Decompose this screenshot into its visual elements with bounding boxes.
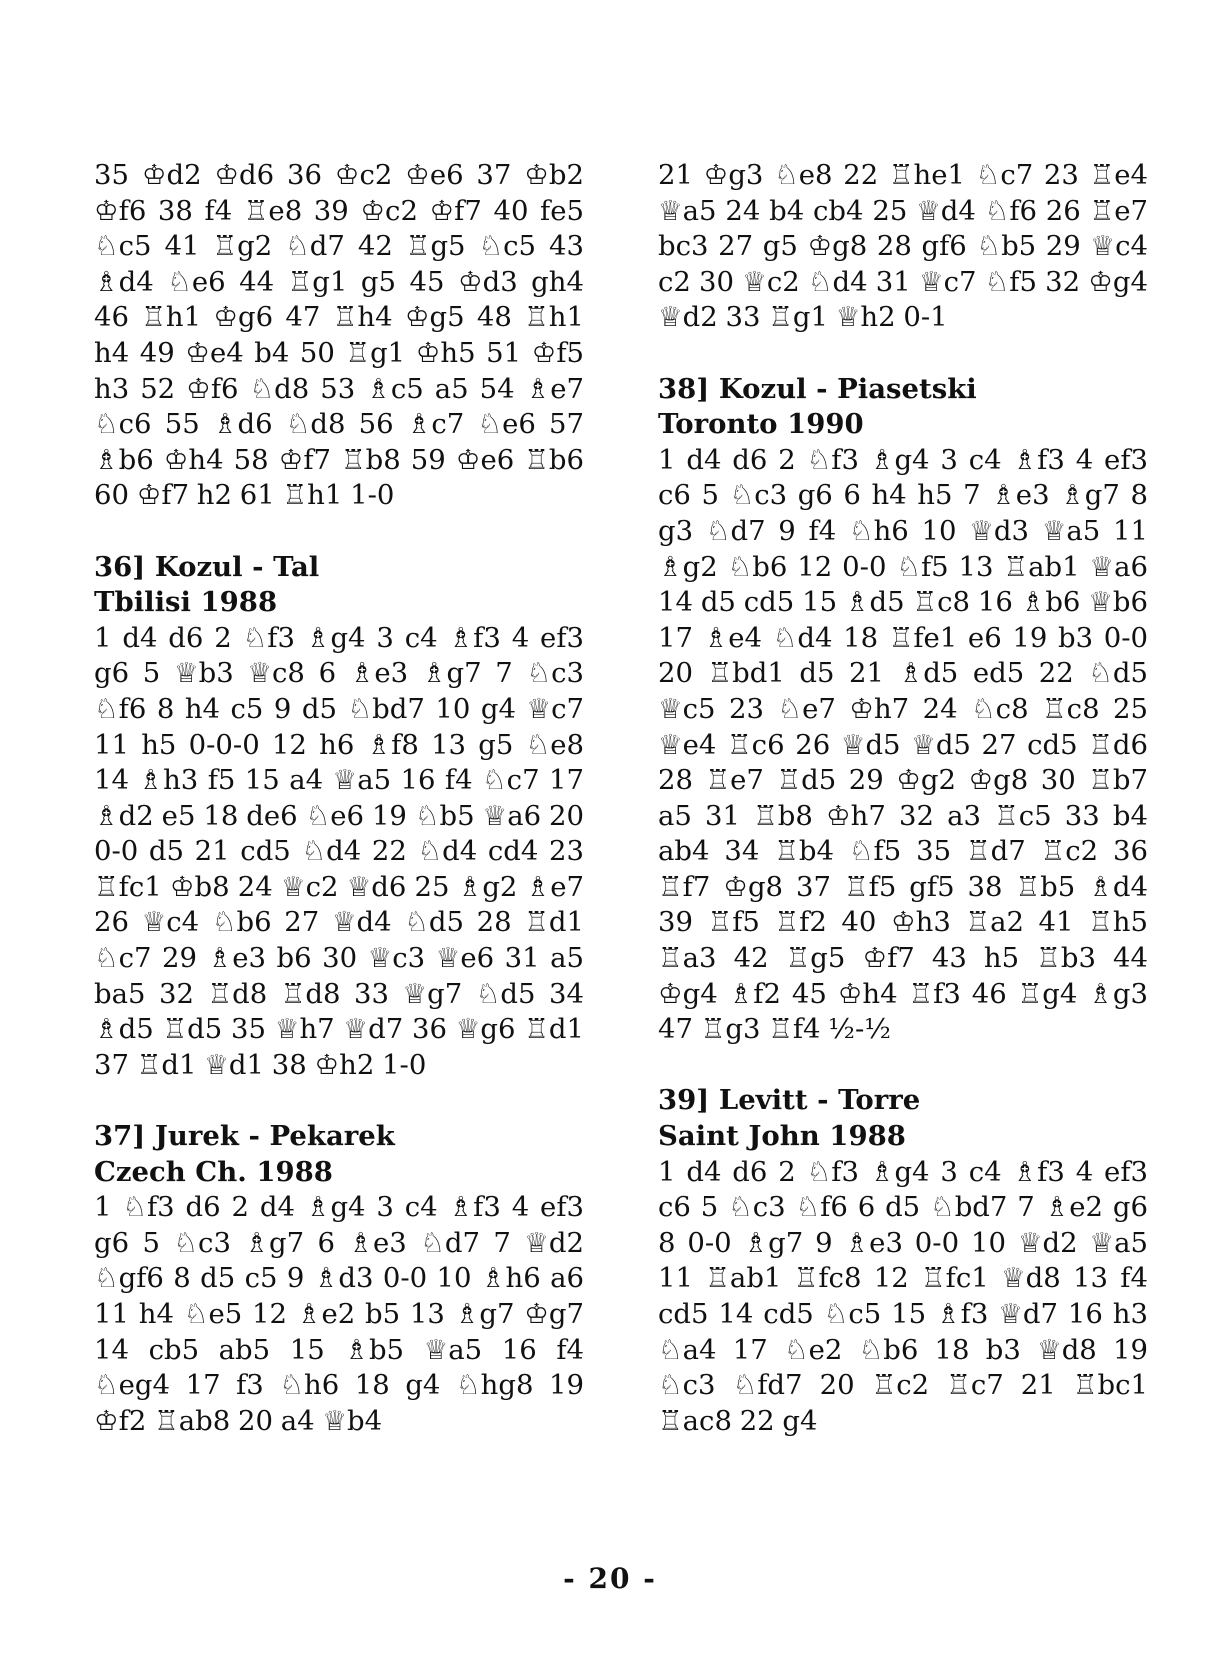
game-38 — [658, 372, 1148, 1048]
game-event: Czech Ch. 1988 — [94, 1155, 333, 1188]
game-players: 38] Kozul - Piasetski — [658, 372, 977, 405]
left-column — [94, 158, 584, 1439]
game-players: 37] Jurek - Pekarek — [94, 1120, 395, 1153]
game-moves: 1 d4 d6 2 ♘f3 ♗g4 3 c4 ♗f3 4 ef3 c6 5 ♘c3 g6 6 h4 h5 7 ♗e3 ♗g7 8 g3 ♘d7 9 f4 ♘h6 10 ♕d3 ♕a5 11 ♗g2 ♘b6 12 0-0 ♘f5 13 ♖ab1 ♕a6 14 d5 cd5 15 ♗d5 ♖c8 16 ♗b6 ♕b6 17 ♗e4 ♘d4 18 ♖fe1 e6 19 b3 0-0 20 ♖bd1 d5 21 ♗d5 ed5 22 ♘d5 ♕c5 23 ♘e7 ♔h7 24 ♘c8 ♖c8 25 ♕e4 ♖c6 26 ♕d5 ♕d5 27 cd5 ♖d6 28 ♖e7 ♖d5 29 ♔g2 ♔g8 30 ♖b7 a5 31 ♖b8 ♔h7 32 a3 ♖c5 33 b4 ab4 34 ♖b4 ♘f5 35 ♖d7 ♖c2 36 ♖f7 ♔g8 37 ♖f5 gf5 38 ♖b5 ♗d4 39 ♖f5 ♖f2 40 ♔h3 ♖a2 41 ♖h5 ♖a3 42 ♖g5 ♔f7 43 h5 ♖b3 44 ♔g4 ♗f2 45 ♔h4 ♖f3 46 ♖g4 ♗g3 47 ♖g3 ♖f4 ½-½ — [658, 443, 1148, 1046]
game-moves: 1 d4 d6 2 ♘f3 ♗g4 3 c4 ♗f3 4 ef3 g6 5 ♕b3 ♕c8 6 ♗e3 ♗g7 7 ♘c3 ♘f6 8 h4 c5 9 d5 ♘bd7 10 g4 ♕c7 11 h5 0-0-0 12 h6 ♗f8 13 g5 ♘e8 14 ♗h3 f5 15 a4 ♕a5 16 f4 ♘c7 17 ♗d2 e5 18 de6 ♘e6 19 ♘b5 ♕a6 20 0-0 d5 21 cd5 ♘d4 22 ♘d4 cd4 23 ♖fc1 ♔b8 24 ♕c2 ♕d6 25 ♗g2 ♗e7 26 ♕c4 ♘b6 27 ♕d4 ♘d5 28 ♖d1 ♘c7 29 ♗e3 b6 30 ♕c3 ♕e6 31 a5 ba5 32 ♖d8 ♖d8 33 ♕g7 ♘d5 34 ♗d5 ♖d5 35 ♕h7 ♕d7 36 ♕g6 ♖d1 37 ♖d1 ♕d1 38 ♔h2 1-0 — [94, 621, 584, 1081]
game-36 — [94, 550, 584, 1084]
game-players: 36] Kozul - Tal — [94, 550, 320, 583]
game-moves: 1 d4 d6 2 ♘f3 ♗g4 3 c4 ♗f3 4 ef3 c6 5 ♘c3 ♘f6 6 d5 ♘bd7 7 ♗e2 g6 8 0-0 ♗g7 9 ♗e3 0-0 10 ♕d2 ♕a5 11 ♖ab1 ♖fc8 12 ♖fc1 ♕d8 13 f4 cd5 14 cd5 ♘c5 15 ♗f3 ♕d7 16 h3 ♘a4 17 ♘e2 ♘b6 18 b3 ♕d8 19 ♘c3 ♘fd7 20 ♖c2 ♖c7 21 ♖bc1 ♖ac8 22 g4 — [658, 1155, 1148, 1437]
game-event: Tbilisi 1988 — [94, 586, 278, 619]
game-37 — [94, 1119, 584, 1439]
continued-moves: 35 ♔d2 ♔d6 36 ♔c2 ♔e6 37 ♔b2 ♔f6 38 f4 ♖e8 39 ♔c2 ♔f7 40 fe5 ♘c5 41 ♖g2 ♘d7 42 ♖g5 ♘c5 43 ♗d4 ♘e6 44 ♖g1 g5 45 ♔d3 gh4 46 ♖h1 ♔g6 47 ♖h4 ♔g5 48 ♖h1 h4 49 ♔e4 b4 50 ♖g1 ♔h5 51 ♔f5 h3 52 ♔f6 ♘d8 53 ♗c5 a5 54 ♗e7 ♘c6 55 ♗d6 ♘d8 56 ♗c7 ♘e6 57 ♗b6 ♔h4 58 ♔f7 ♖b8 59 ♔e6 ♖b6 60 ♔f7 h2 61 ♖h1 1-0 — [94, 159, 584, 512]
page-number: - 20 - — [563, 1562, 657, 1595]
game-moves: 1 ♘f3 d6 2 d4 ♗g4 3 c4 ♗f3 4 ef3 g6 5 ♘c3 ♗g7 6 ♗e3 ♘d7 7 ♕d2 ♘gf6 8 d5 c5 9 ♗d3 0-0 10 ♗h6 a6 11 h4 ♘e5 12 ♗e2 b5 13 ♗g7 ♔g7 14 cb5 ab5 15 ♗b5 ♕a5 16 f4 ♘eg4 17 f3 ♘h6 18 g4 ♘hg8 19 ♔f2 ♖ab8 20 a4 ♕b4 — [94, 1191, 584, 1437]
right-column — [658, 158, 1148, 1439]
game-players: 39] Levitt - Torre — [658, 1084, 921, 1117]
game-39 — [658, 1083, 1148, 1439]
continued-moves: 21 ♔g3 ♘e8 22 ♖he1 ♘c7 23 ♖e4 ♕a5 24 b4 cb4 25 ♕d4 ♘f6 26 ♖e7 bc3 27 g5 ♔g8 28 gf6 ♘b5 29 ♕c4 c2 30 ♕c2 ♘d4 31 ♕c7 ♘f5 32 ♔g4 ♕d2 33 ♖g1 ♕h2 0-1 — [658, 159, 1148, 334]
game-event: Toronto 1990 — [658, 408, 864, 441]
game-event: Saint John 1988 — [658, 1120, 906, 1153]
